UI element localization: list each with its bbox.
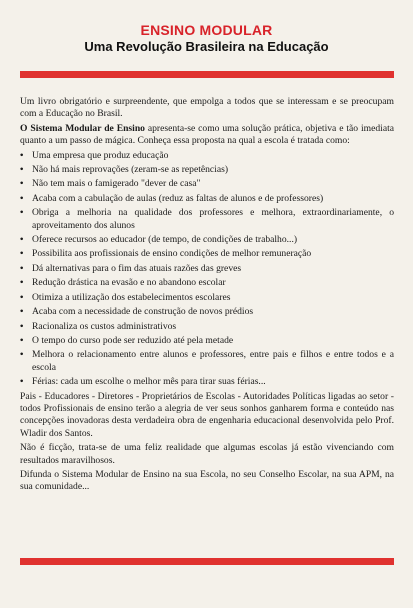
list-item <box>20 335 394 347</box>
intro-paragraph: Um livro obrigatório e surpreendente, que empolga a todos que se interessam e se preocupam com a Educação no Brasil. <box>20 96 394 120</box>
bullet-icon: • <box>20 248 24 260</box>
list-item-text: Acaba com a necessidade de construção de novos prédios <box>32 306 254 318</box>
bottom-red-rule <box>20 558 394 565</box>
system-name: O Sistema Modular de Ensino <box>20 122 145 134</box>
list-item <box>20 321 394 333</box>
list-item <box>20 349 394 374</box>
page-subtitle: Uma Revolução Brasileira na Educação <box>84 39 329 54</box>
header <box>0 22 413 55</box>
bullet-icon: • <box>20 192 24 204</box>
bullet-icon: • <box>20 376 24 388</box>
list-item <box>20 306 394 318</box>
bullet-icon: • <box>20 207 24 219</box>
list-item <box>20 150 394 162</box>
list-item <box>20 263 394 275</box>
list-item-text: Redução drástica na evasão e no abandono escolar <box>32 277 226 289</box>
list-item-text: Dá alternativas para o fim das atuais razões das greves <box>32 262 242 274</box>
list-item <box>20 193 394 205</box>
page-title: ENSINO MODULAR <box>140 22 273 38</box>
list-item-text: Não há mais reprovações (zeram-se as repetências) <box>32 164 229 176</box>
bullet-icon: • <box>20 234 24 246</box>
bullet-icon: • <box>20 349 24 361</box>
bullet-icon: • <box>20 306 24 318</box>
list-item <box>20 207 394 232</box>
list-item <box>20 292 394 304</box>
list-item <box>20 376 394 388</box>
list-item <box>20 178 394 190</box>
top-red-rule <box>20 71 394 78</box>
list-item-text: O tempo do curso pode ser reduzido até pela metade <box>32 334 234 346</box>
list-item-text: Oferece recursos ao educador (de tempo, de condições de trabalho...) <box>32 234 298 246</box>
list-item-text: Acaba com a cabulação de aulas (reduz as faltas de alunos e de professores) <box>32 192 324 204</box>
list-item <box>20 164 394 176</box>
list-item-text: Férias: cada um escolhe o melhor mês para tirar suas férias... <box>32 376 266 388</box>
list-item-text: Otimiza a utilização dos estabelecimentos escolares <box>32 291 231 303</box>
bullet-icon: • <box>20 277 24 289</box>
call-to-action-paragraph: Difunda o Sistema Modular de Ensino na sua Escola, no seu Conselho Escolar, na sua APM, na sua comunidade... <box>20 468 394 493</box>
system-paragraph <box>20 123 394 148</box>
reality-paragraph: Não é ficção, trata-se de uma feliz realidade que algumas escolas já estão vivenciando com resultados maravilhosos. <box>20 442 394 466</box>
list-item-text: Não tem mais o famigerado "dever de casa" <box>32 178 201 190</box>
bullet-icon: • <box>20 149 24 161</box>
list-item <box>20 277 394 289</box>
bullet-icon: • <box>20 164 24 176</box>
list-item <box>20 248 394 260</box>
bullet-icon: • <box>20 334 24 346</box>
audience-paragraph: Pais - Educadores - Diretores - Proprietários de Escolas - Autoridades Políticas ligadas ao setor - todos Profissionais de ensino terão a alegria de ver seus sonhos ganharem forma e conteúdo nas concepções inovadoras desta verdadeira obra de engenharia educacional desenvolvida pelo Prof. Wladir dos Santos. <box>20 390 394 439</box>
bullet-icon: • <box>20 262 24 274</box>
body-text <box>20 96 394 496</box>
list-item <box>20 234 394 246</box>
bullet-icon: • <box>20 178 24 190</box>
bullet-icon: • <box>20 320 24 332</box>
list-item-text: Obriga a melhoria na qualidade dos professores e melhora, extraordinariamente, o aproveitamento dos alunos <box>32 207 394 231</box>
system-description: apresenta-se como uma solução prática, objetiva e tão imediata quanto a um passo de mágica. Conheça essa proposta na qual a escola é tratada como: <box>20 122 394 147</box>
feature-list <box>20 150 394 389</box>
list-item-text: Uma empresa que produz educação <box>32 149 169 161</box>
list-item-text: Possibilita aos profissionais de ensino condições de melhor remuneração <box>32 248 312 260</box>
bullet-icon: • <box>20 291 24 303</box>
list-item-text: Melhora o relacionamento entre alunos e professores, entre pais e filhos e entre todos e a escola <box>32 349 394 373</box>
list-item-text: Racionaliza os custos administrativos <box>32 320 177 332</box>
